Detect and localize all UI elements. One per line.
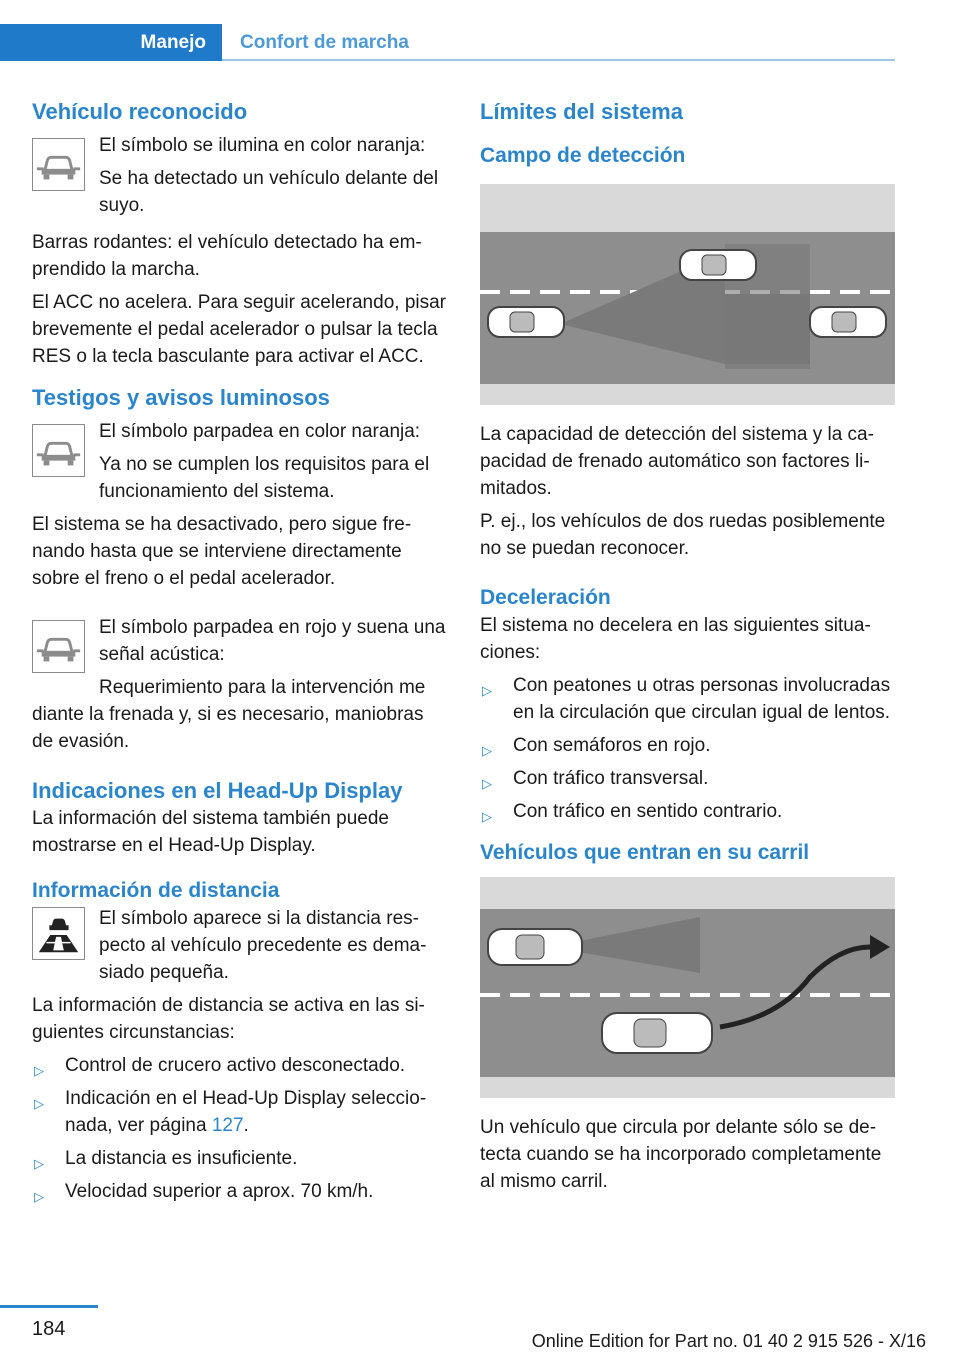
- right-column: [480, 98, 896, 1201]
- list-item: [32, 1085, 448, 1139]
- text-barras: Barras rodantes: el vehículo detectado ha emprendido la marcha.: [32, 232, 422, 280]
- bullet-triangle-icon: ▷: [482, 809, 492, 824]
- text-dos-ruedas: P. ej., los vehículos de dos ruedas posiblemente no se puedan reconocer.: [480, 511, 886, 559]
- bullet-triangle-icon: ▷: [34, 1189, 44, 1204]
- car-icon: [602, 1013, 712, 1053]
- bullet-triangle-icon: ▷: [34, 1156, 44, 1171]
- list-item: [32, 1178, 448, 1205]
- text-requerimiento: Requerimiento para la intervención me: [99, 677, 426, 698]
- list-item-text: La distancia es insuficiente.: [65, 1148, 298, 1169]
- list-item: [32, 1052, 448, 1079]
- text-detectado: Se ha detectado un vehículo delante del suyo.: [99, 168, 439, 216]
- distance-warning-icon: [32, 907, 85, 960]
- list-item-text: Con semáforos en rojo.: [513, 735, 711, 756]
- heading-distancia: Información de distancia: [32, 879, 280, 902]
- text-desactivado: El sistema se ha desactivado, pero sigue frenando hasta que se interviene directamente sobre el freno o el pedal acelerador.: [32, 514, 412, 589]
- symbol-block: [32, 614, 448, 701]
- text-evasion: diante la frenada y, si es necesario, maniobras de evasión.: [32, 704, 424, 752]
- page-link[interactable]: 127: [211, 1115, 244, 1136]
- car-icon: [680, 250, 756, 280]
- list-item-text: Velocidad superior a aprox. 70 km/h.: [65, 1181, 374, 1202]
- bullet-list-distancia: [32, 1052, 448, 1205]
- bullet-triangle-icon: ▷: [34, 1063, 44, 1078]
- bullet-triangle-icon: ▷: [482, 743, 492, 758]
- text-parpadea-rojo: El símbolo parpadea en rojo y suena una señal acústica:: [99, 617, 446, 665]
- heading-limites: Límites del sistema: [480, 99, 683, 124]
- heading-vehiculo-reconocido: Vehículo reconocido: [32, 99, 248, 124]
- list-item: [480, 672, 896, 726]
- text-no-decelera: El sistema no decelera en las siguientes situaciones:: [480, 615, 871, 663]
- tab-confort[interactable]: [240, 24, 409, 61]
- heading-testigos: Testigos y avisos luminosos: [32, 385, 330, 410]
- text-un-vehiculo: Un vehículo que circula por delante sólo se detecta cuando se ha incorporado completamente al mismo carril.: [480, 1117, 882, 1192]
- bullet-triangle-icon: ▷: [482, 776, 492, 791]
- car-icon: [810, 307, 886, 337]
- text-capacidad: La capacidad de detección del sistema y la capacidad de frenado automático son factores limitados.: [480, 424, 874, 499]
- bullet-triangle-icon: ▷: [34, 1096, 44, 1111]
- text-acc: El ACC no acelera. Para seguir acelerando, pisar brevemente el pedal acelerador o pulsar la tecla RES o la tecla basculante para activar el ACC.: [32, 292, 447, 367]
- car-front-icon: [32, 620, 85, 673]
- bullet-triangle-icon: ▷: [482, 683, 492, 698]
- tab-manejo-label: Manejo: [140, 31, 206, 53]
- text-hud: La información del sistema también puede mostrarse en el Head-Up Display.: [32, 808, 389, 856]
- list-item-text: Con tráfico en sentido contrario.: [513, 801, 783, 822]
- tab-confort-label: Confort de marcha: [240, 31, 409, 53]
- list-item: [480, 732, 896, 759]
- bullet-list-deceleracion: [480, 672, 896, 825]
- list-item-text: Indicación en el Head-Up Display seleccionada, ver página: [65, 1088, 427, 1136]
- figure-cut-in: [480, 877, 895, 1098]
- text-distancia-activa: La información de distancia se activa en las siguientes circunstancias:: [32, 995, 425, 1043]
- car-icon: [488, 929, 582, 965]
- text-ilumina: El símbolo se ilumina en color naranja:: [99, 135, 426, 156]
- text-distancia-aparece: El símbolo aparece si la distancia respecto al vehículo precedente es demasiado pequeña.: [99, 908, 427, 983]
- list-item: [480, 765, 896, 792]
- heading-hud: Indicaciones en el Head-Up Display: [32, 778, 403, 803]
- page-number: 184: [32, 1318, 66, 1340]
- heading-campo: Campo de detección: [480, 144, 686, 167]
- list-item-end: .: [243, 1115, 249, 1136]
- footer-rule: [0, 1305, 98, 1308]
- text-requisitos: Ya no se cumplen los requisitos para el funcionamiento del sistema.: [99, 454, 430, 502]
- left-column: [32, 98, 448, 1211]
- list-item: [480, 798, 896, 825]
- list-item: [32, 1145, 448, 1172]
- heading-entran: Vehículos que entran en su carril: [480, 841, 810, 864]
- symbol-block: [32, 132, 448, 225]
- list-item-text: Con peatones u otras personas involucradas en la circulación que circulan igual de lentos.: [513, 675, 891, 723]
- figure-detection-range: [480, 184, 895, 405]
- car-front-icon: [32, 138, 85, 191]
- list-item-text: Control de crucero activo desconectado.: [65, 1055, 406, 1076]
- car-icon: [488, 307, 564, 337]
- heading-deceleracion: Deceleración: [480, 586, 611, 609]
- edition-text: Online Edition for Part no. 01 40 2 915 526 - X/16: [531, 1331, 926, 1351]
- car-front-icon: [32, 424, 85, 477]
- symbol-block: [32, 905, 448, 992]
- tab-manejo[interactable]: [0, 24, 222, 61]
- list-item-text: Con tráfico transversal.: [513, 768, 709, 789]
- text-parpadea-naranja: El símbolo parpadea en color naranja:: [99, 421, 421, 442]
- symbol-block: [32, 418, 448, 511]
